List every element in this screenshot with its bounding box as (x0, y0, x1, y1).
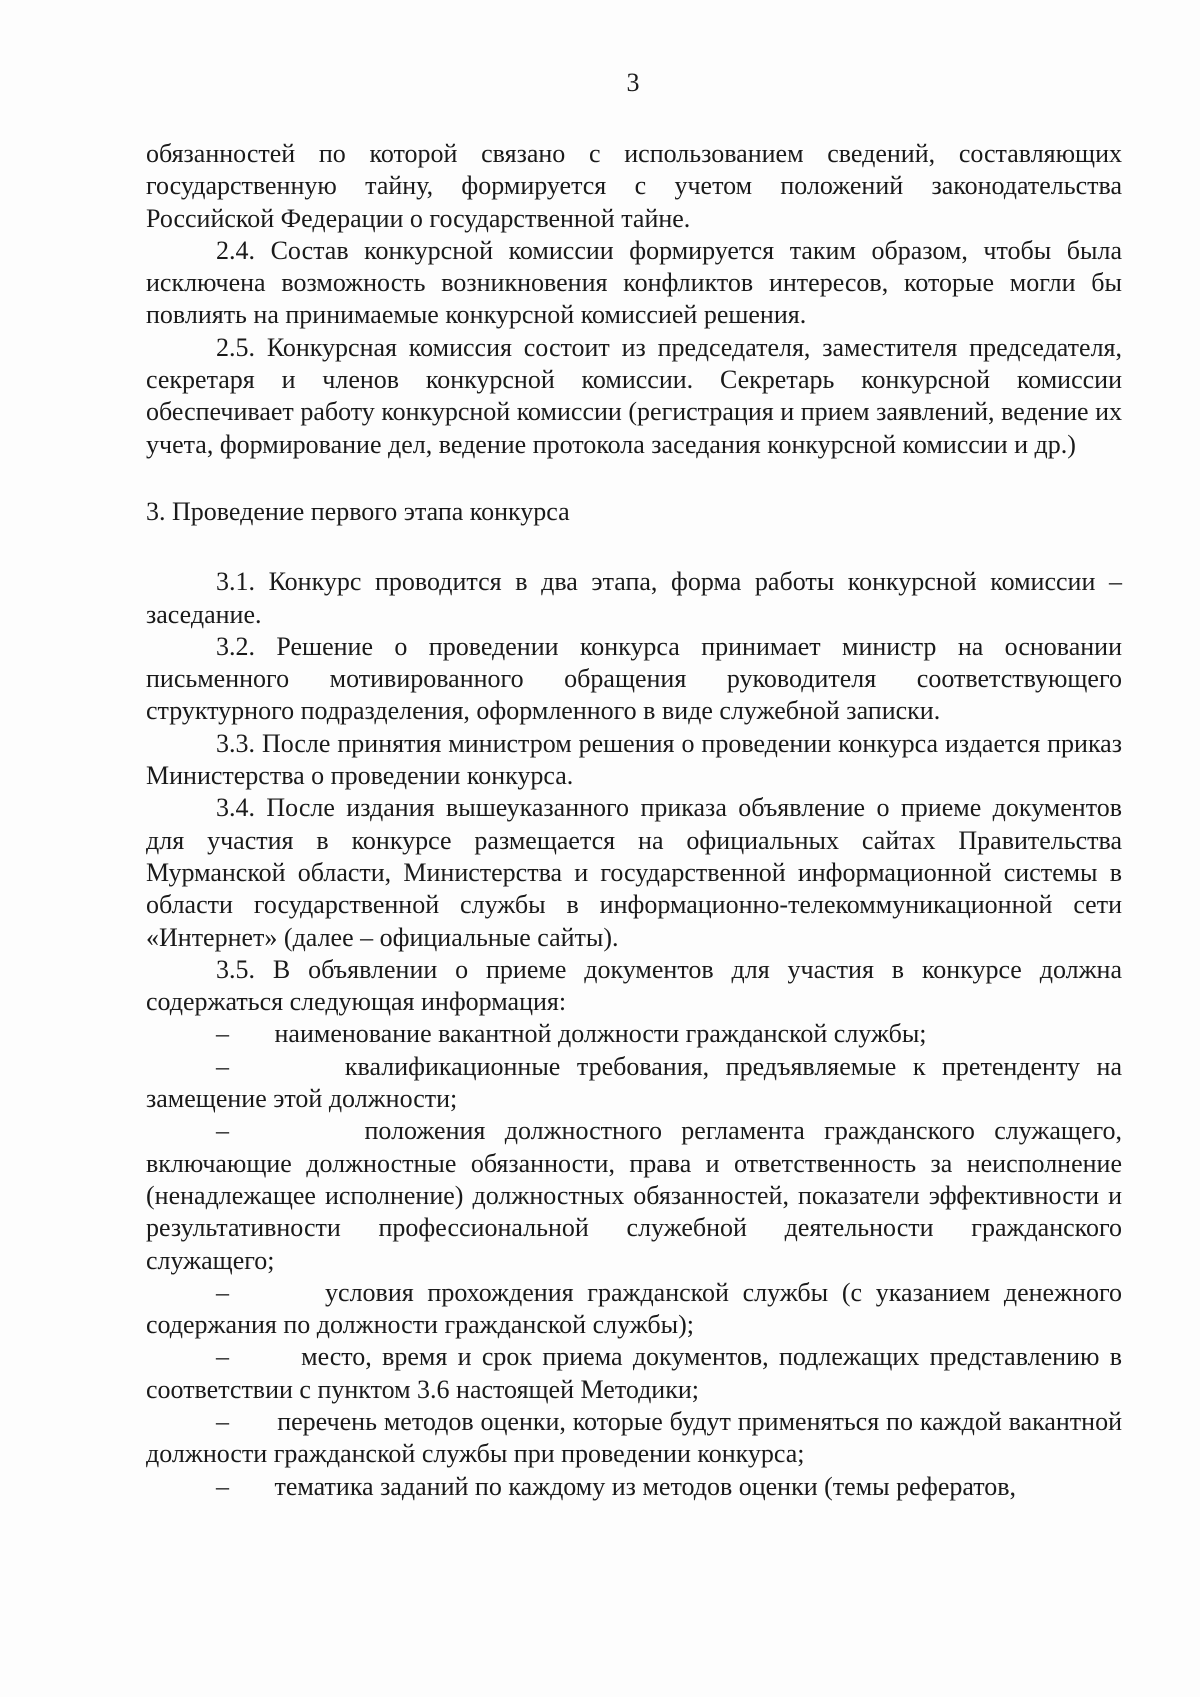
list-item (146, 1018, 1122, 1050)
page-number: 3 (626, 68, 640, 97)
paragraph-2-5: 2.5. Конкурсная комиссия состоит из председателя, заместителя председателя, секретаря и членов конкурсной комиссии. Секретарь конкурсной комиссии обеспечивает работу конкурсной комиссии (регистрация и прием заявлений, ведение их учета, формирование дел, ведение протокола заседания конкурсной комиссии и др.) (146, 332, 1122, 459)
list-item-text: тематика заданий по каждому из методов оценки (темы рефератов, (274, 1471, 1017, 1501)
bullet-dash: – (216, 1406, 229, 1436)
paragraph-continuation: обязанностей по которой связано с использованием сведений, составляющих государственную тайну, формируется с учетом положений законодательства Российской Федерации о государственной тайне. (146, 139, 1122, 233)
list-item-text: место, время и срок приема документов, подлежащих представлению в соответствии с пунктом 3.6 настоящей Методики; (146, 1342, 1122, 1404)
section-heading: 3. Проведение первого этапа конкурса (146, 496, 570, 526)
list-item (146, 1406, 1122, 1471)
list-item-text: наименование вакантной должности гражданской службы; (274, 1019, 927, 1049)
paragraph-3-1: 3.1. Конкурс проводится в два этапа, форма работы конкурсной комиссии – заседание. (146, 567, 1122, 629)
paragraph-3-2: 3.2. Решение о проведении конкурса принимает министр на основании письменного мотивированного обращения руководителя соответствующего структурного подразделения, оформленного в виде служебной записки. (146, 631, 1122, 726)
paragraph-2-4: 2.4. Состав конкурсной комиссии формируется таким образом, чтобы была исключена возможность возникновения конфликтов интересов, которые могли бы повлиять на принимаемые конкурсной комиссией решения. (146, 235, 1122, 330)
paragraph-3-3: 3.3. После принятия министром решения о проведении конкурса издается приказ Министерства о проведении конкурса. (146, 728, 1122, 791)
paragraph-3-5: 3.5. В объявлении о приеме документов для участия в конкурсе должна содержаться следующая информация: (146, 954, 1122, 1017)
bullet-dash: – (216, 1051, 229, 1081)
list-item-text: условия прохождения гражданской службы (с указанием денежного содержания по должности гражданской службы); (146, 1277, 1122, 1340)
bullet-dash: – (216, 1342, 229, 1372)
list-item-text: квалификационные требования, предъявляемые к претенденту на замещение этой должности; (146, 1051, 1122, 1114)
paragraph-3-4: 3.4. После издания вышеуказанного приказа объявление о приеме документов для участия в конкурсе размещается на официальных сайтах Правительства Мурманской области, Министерства и государственной информационной системы в области государственной службы в информационно-телекоммуникационной сети «Интернет» (далее – официальные сайты). (146, 793, 1122, 952)
bullet-list (146, 1018, 1122, 1502)
list-item (146, 1051, 1122, 1116)
bullet-dash: – (216, 1277, 229, 1307)
list-item (146, 1471, 1122, 1503)
bullet-dash: – (216, 1471, 229, 1501)
list-item (146, 1115, 1122, 1276)
list-item-text: перечень методов оценки, которые будут применяться по каждой вакантной должности гражданской службы при проведении конкурса; (146, 1406, 1122, 1469)
list-item-text: положения должностного регламента гражданского служащего, включающие должностные обязанности, права и ответственность за неисполнение (ненадлежащее исполнение) должностных обязанностей, показатели эффективности и результативности профессиональной служебной деятельности гражданского служащего; (146, 1116, 1123, 1275)
list-item (146, 1277, 1122, 1342)
document-body (146, 138, 1122, 1503)
bullet-dash: – (216, 1116, 229, 1146)
list-item (146, 1341, 1122, 1406)
bullet-dash: – (216, 1019, 229, 1049)
